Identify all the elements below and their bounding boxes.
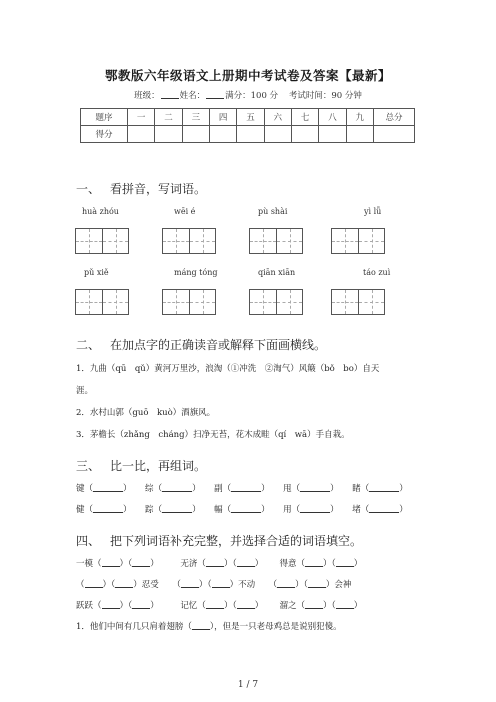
- score-header: 八: [319, 109, 346, 126]
- q3-number: 三、: [76, 459, 101, 473]
- score-cell[interactable]: [182, 126, 209, 143]
- page-title: 鄂教版六年级语文上册期中考试卷及答案【最新】: [104, 68, 391, 83]
- writing-grid[interactable]: [75, 228, 129, 254]
- answer-blank[interactable]: [132, 599, 150, 609]
- answer-blank[interactable]: [369, 482, 399, 492]
- answer-blank[interactable]: [300, 482, 330, 492]
- pinyin: táo zuì: [363, 268, 391, 277]
- pinyin: yì lǚ: [364, 207, 382, 216]
- q4-row: （ ）（ ）忍受 （ ）（ ）不动 （ ）（ ）会神: [76, 580, 352, 590]
- q2-text: 在加点字的正确读音或解释下面画横线。: [110, 338, 327, 352]
- answer-blank[interactable]: [305, 599, 323, 609]
- answer-blank[interactable]: [336, 557, 354, 567]
- name-blank[interactable]: [206, 89, 224, 99]
- char: 堵: [352, 505, 361, 515]
- char: 用: [283, 505, 292, 515]
- answer-blank[interactable]: [181, 578, 199, 588]
- writing-grid[interactable]: [331, 228, 385, 254]
- q2-number: 二、: [76, 338, 101, 352]
- answer-blank[interactable]: [369, 503, 399, 513]
- answer-blank[interactable]: [162, 503, 192, 513]
- pinyin: wēi é: [174, 207, 196, 216]
- score-cell[interactable]: [264, 126, 291, 143]
- writing-grid[interactable]: [249, 289, 303, 315]
- answer-blank[interactable]: [277, 578, 295, 588]
- score-cell[interactable]: [319, 126, 346, 143]
- score-header: 题序: [81, 109, 128, 126]
- score-cell[interactable]: [346, 126, 373, 143]
- answer-blank[interactable]: [102, 557, 120, 567]
- writing-grid[interactable]: [249, 228, 303, 254]
- score-table: [80, 108, 415, 143]
- writing-grid[interactable]: [331, 289, 385, 315]
- char: 键: [76, 484, 85, 494]
- answer-blank[interactable]: [93, 482, 123, 492]
- score-header: 三: [182, 109, 209, 126]
- q3-text: 比一比，再组词。: [110, 459, 207, 473]
- q2-line: 1．九曲（qū qǔ）黄河万里沙，浪淘（①冲洗 ②淘气）风簸（bǒ bo）自天: [76, 364, 380, 374]
- answer-blank[interactable]: [115, 578, 133, 588]
- answer-blank[interactable]: [132, 557, 150, 567]
- char: 幅: [214, 505, 223, 515]
- char: 踪: [145, 505, 154, 515]
- q4-heading: [76, 532, 362, 549]
- writing-grid[interactable]: [75, 289, 129, 315]
- q4-number: 四、: [76, 534, 101, 548]
- char: 健: [76, 505, 85, 515]
- q4-row: 跃跃（ ）（ ） 记忆（ ）（ ） 溜之（ ）（ ）: [76, 601, 363, 611]
- exam-info: [0, 89, 496, 101]
- class-label: 班级：: [134, 91, 160, 101]
- pinyin: huà zhóu: [82, 207, 119, 216]
- q4-sentence: 1．他们中间有几只肩着翅膀（ ），但是一只老母鸡总是说别犯傻。: [76, 622, 342, 632]
- answer-blank[interactable]: [162, 482, 192, 492]
- score-header: 九: [346, 109, 373, 126]
- pinyin: pǔ xiě: [84, 268, 109, 277]
- score-cell[interactable]: [155, 126, 182, 143]
- q2-heading: [76, 336, 326, 353]
- page-number: 1 / 7: [237, 680, 259, 690]
- answer-blank[interactable]: [206, 557, 224, 567]
- answer-blank[interactable]: [206, 599, 224, 609]
- answer-blank[interactable]: [85, 578, 103, 588]
- q3-row: 健（ ） 踪（ ） 幅（ ） 用（ ） 堵（ ）: [76, 505, 408, 515]
- score-header: 六: [264, 109, 291, 126]
- pinyin: máng tóng: [174, 268, 218, 277]
- score-header: 二: [155, 109, 182, 126]
- answer-blank[interactable]: [237, 599, 255, 609]
- q2-line: 涯。: [76, 386, 94, 396]
- class-blank[interactable]: [161, 89, 179, 99]
- answer-blank[interactable]: [102, 599, 120, 609]
- answer-blank[interactable]: [231, 482, 261, 492]
- q3-heading: [76, 457, 206, 474]
- answer-blank[interactable]: [212, 578, 230, 588]
- q4-row: 一模（ ）（ ） 无济（ ）（ ） 得意（ ）（ ）: [76, 559, 363, 569]
- score-cell[interactable]: [209, 126, 236, 143]
- score-cell[interactable]: [291, 126, 318, 143]
- exam-time: 考试时间：90 分钟: [288, 91, 362, 101]
- score-header: 四: [209, 109, 236, 126]
- q4-text: 把下列词语补充完整，并选择合适的词语填空。: [110, 534, 363, 548]
- q1-text: 看拼音，写词语。: [110, 182, 207, 196]
- answer-blank[interactable]: [305, 557, 323, 567]
- answer-blank[interactable]: [237, 557, 255, 567]
- score-cell[interactable]: [128, 126, 155, 143]
- full-score: 满分：100 分: [225, 91, 279, 101]
- q1-number: 一、: [76, 182, 101, 196]
- score-header: 一: [128, 109, 155, 126]
- answer-blank[interactable]: [308, 578, 326, 588]
- writing-grid[interactable]: [162, 289, 216, 315]
- name-label: 姓名：: [179, 91, 206, 101]
- char: 副: [214, 484, 223, 494]
- answer-blank[interactable]: [93, 503, 123, 513]
- q3-row: 键（ ） 综（ ） 副（ ） 甩（ ） 睹（ ）: [76, 484, 408, 494]
- answer-blank[interactable]: [336, 599, 354, 609]
- pinyin: pù shài: [258, 207, 288, 216]
- score-cell[interactable]: [237, 126, 264, 143]
- q2-line: 3．茅檐长（zhǎng cháng）扫净无苔，花木成畦（qí wā）手自栽。: [76, 430, 350, 440]
- score-cell[interactable]: [374, 126, 415, 143]
- char: 综: [145, 484, 154, 494]
- pinyin: qiān xiān: [258, 268, 296, 277]
- answer-blank[interactable]: [192, 620, 210, 630]
- score-row-label: 得分: [81, 126, 128, 143]
- q1-heading: [76, 180, 206, 197]
- char: 睹: [352, 484, 361, 494]
- q2-line: 2．水村山郭（guō kuò）酒旗风。: [76, 408, 216, 418]
- score-header: 总分: [374, 109, 415, 126]
- score-header: 五: [237, 109, 264, 126]
- writing-grid[interactable]: [162, 228, 216, 254]
- answer-blank[interactable]: [300, 503, 330, 513]
- char: 甩: [283, 484, 292, 494]
- score-header: 七: [291, 109, 318, 126]
- answer-blank[interactable]: [231, 503, 261, 513]
